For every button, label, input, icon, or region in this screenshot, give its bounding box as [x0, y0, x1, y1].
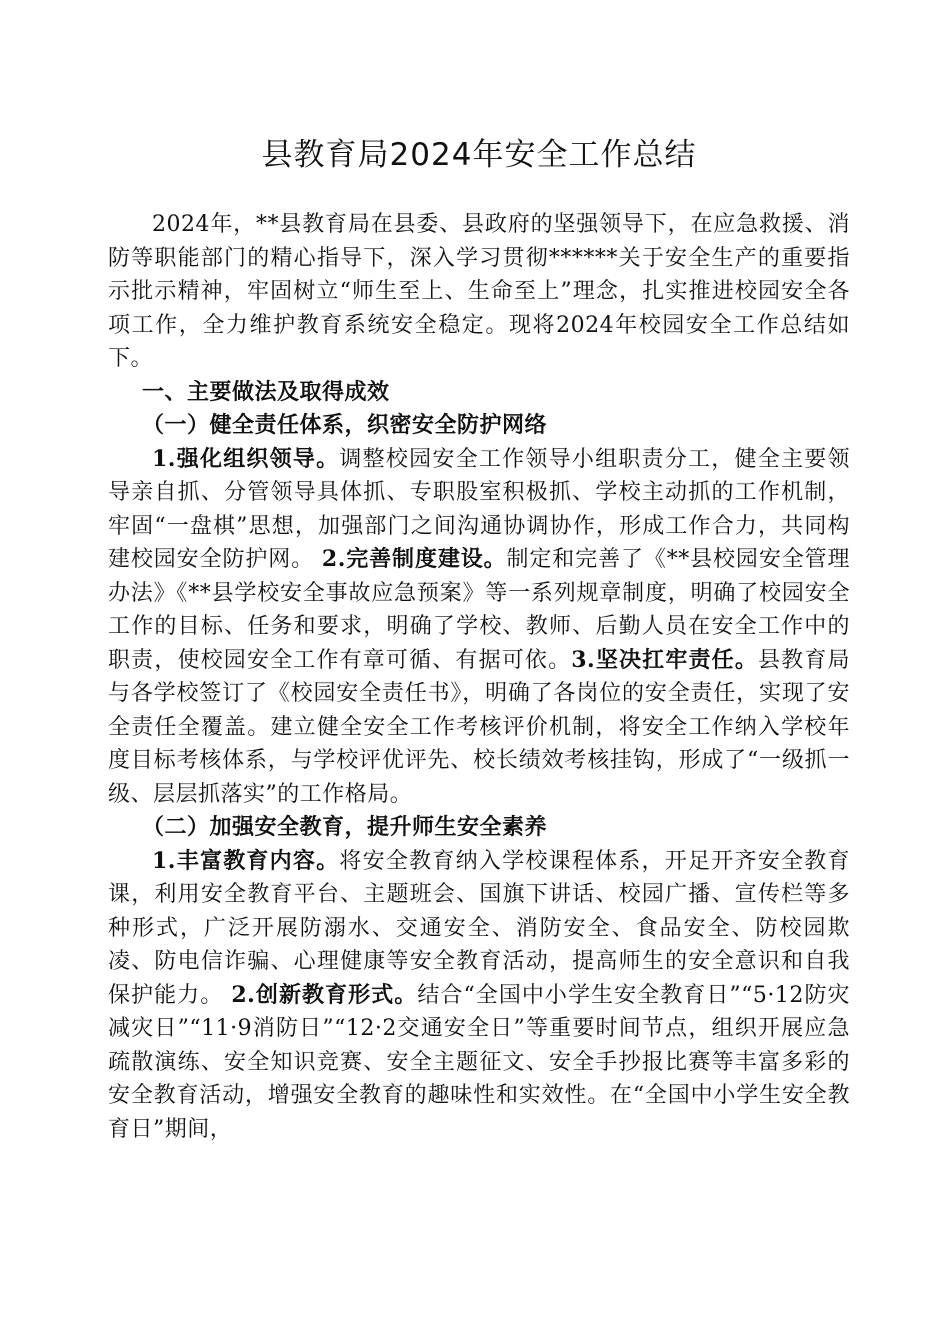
item-text: 结合“全国中小学生安全教育日”“5·12防灾减灾日”“11·9消防日”“12·2交通安全日”等重要时间节点，组织开展应急疏散演练、安全知识竞赛、安全主题征文、安全手抄报比赛等丰富多彩的安全教育活动，增强安全教育的趣味性和实效性。在“全国中小学生安全教育日”期间， — [108, 982, 851, 1142]
document-title: 县教育局2024年安全工作总结 — [261, 137, 697, 173]
item-title: 2.创新教育形式。 — [231, 981, 418, 1008]
section-heading-1: 一、主要做法及取得成效 — [142, 378, 390, 405]
item-title: 1.丰富教育内容。 — [152, 847, 340, 874]
subsection-heading-1: （一）健全责任体系，织密安全防护网络 — [142, 412, 548, 438]
intro-paragraph: 2024年，**县教育局在县委、县政府的坚强领导下，在应急救援、消防等职能部门的精心指导下，深入学习贯彻******关于安全生产的重要指示批示精神，牢固树立“师生至上、生命至上”理念，扎实推进校园安全各项工作，全力维护教育系统安全稳定。现将2024年校园安全工作总结如下。 — [108, 212, 850, 371]
item-title: 1.强化组织领导。 — [152, 445, 340, 472]
subsection-1-paragraph — [108, 443, 850, 812]
item-text: 调整校园安全工作领导小组职责分工，健全主要领导亲自抓、分管领导具体抓、专职股室积极抓、学校主动抓的工作机制，牢固“一盘棋”思想，加强部门之间沟通协调协作，形成工作合力，共同构建校园安全防护网。 — [108, 446, 850, 572]
item-text: 将安全教育纳入学校课程体系，开足开齐安全教育课，利用安全教育平台、主题班会、国旗下讲话、校园广播、宣传栏等多种形式，广泛开展防溺水、交通安全、消防安全、食品安全、防校园欺凌、防电信诈骗、心理健康等安全教育活动，提高师生的安全意识和自我保护能力。 — [108, 848, 850, 1008]
item-text: 制定和完善了《**县校园安全管理办法》《**县学校安全事故应急预案》等一系列规章制度，明确了校园安全工作的目标、任务和要求，明确了学校、教师、后勤人员在安全工作中的职责，使校园安全工作有章可循、有据可依。 — [108, 547, 850, 673]
item-title: 2.完善制度建设。 — [321, 546, 507, 572]
subsection-heading-2: （二）加强安全教育，提升师生安全素养 — [142, 814, 548, 840]
item-text: 县教育局与各学校签订了《校园安全责任书》，明确了各岗位的安全责任，实现了安全责任全覆盖。建立健全安全工作考核评价机制，将安全工作纳入学校年度目标考核体系，与学校评优评先、校长绩效考核挂钩，形成了“一级抓一级、层层抓落实”的工作格局。 — [108, 647, 850, 807]
item-title: 3.坚决扛牢责任。 — [571, 646, 758, 673]
subsection-2-paragraph — [108, 845, 850, 1147]
